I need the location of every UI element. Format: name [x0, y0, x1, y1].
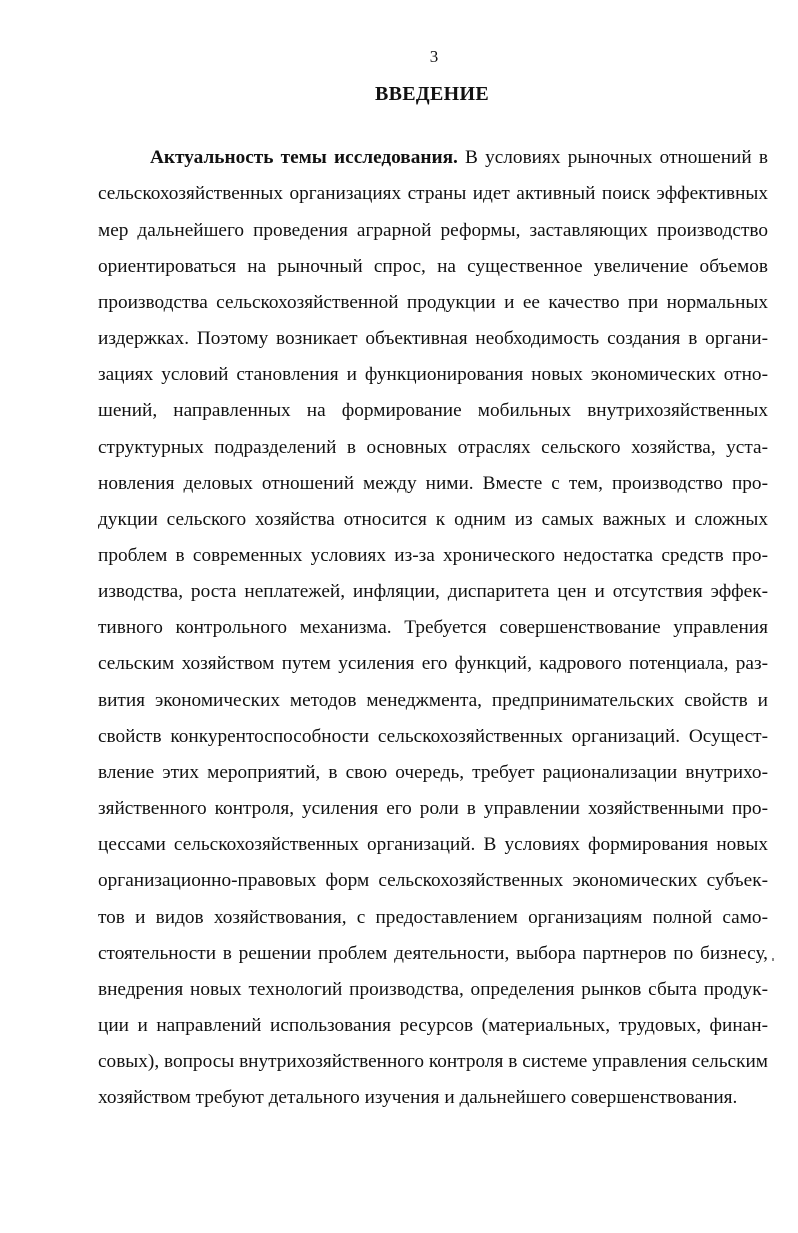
section-heading-text: ВВЕДЕНИЕ — [375, 83, 489, 105]
body-paragraph — [98, 140, 768, 1116]
paragraph-text: В условиях рыночных отношений в сельскохозяйственных организациях страны идет активный поиск эффективных мер дальнейшего проведения аграрной реформы, заставляющих производство ориентироваться на рыночный спрос, на существенное увеличение объемов производства сельскохозяйственной продукции и ее качество при нормальных издержках. Поэтому возникает объективная необходимость создания в организациях условий становления и функционирования новых экономических отношений, направленных на формирование мобильных внутрихозяйственных структурных подразделений в основных отраслях сельского хозяйства, установления деловых отношений между ними. Вместе с тем, производство продукции сельского хозяйства относится к одним из самых важных и сложных проблем в современных условиях из-за хронического недостатка средств производства, роста неплатежей, инфляции, диспаритета цен и отсутствия эффективного контрольного механизма. Требуется совершенствование управления сельским хозяйством путем усиления его функций, кадрового потенциала, развития экономических методов менеджмента, предпринимательских свойств и свойств конкурентоспособности сельскохозяйственных организаций. Осуществление этих мероприятий, в свою очередь, требует рационализации внутрихозяйственного контроля, усиления его роли в управлении хозяйственными процессами сельскохозяйственных организаций. В условиях формирования новых организационно-правовых форм сельскохозяйственных экономических субъектов и видов хозяйствования, с предоставлением организациям полной самостоятельности в решении проблем деятельности, выбора партнеров по бизнесу, внедрения новых технологий производства, определения рынков сбыта продукции и направлений использования ресурсов (материальных, трудовых, финансовых), вопросы внутрихозяйственного контроля в системе управления сельским хозяйством требуют детального изучения и дальнейшего совершенствования. — [98, 147, 769, 1109]
section-heading — [0, 82, 798, 106]
page-number: 3 — [429, 47, 439, 66]
scan-speck — [772, 958, 774, 961]
paragraph-lead: Актуальность темы исследования. — [150, 147, 458, 169]
